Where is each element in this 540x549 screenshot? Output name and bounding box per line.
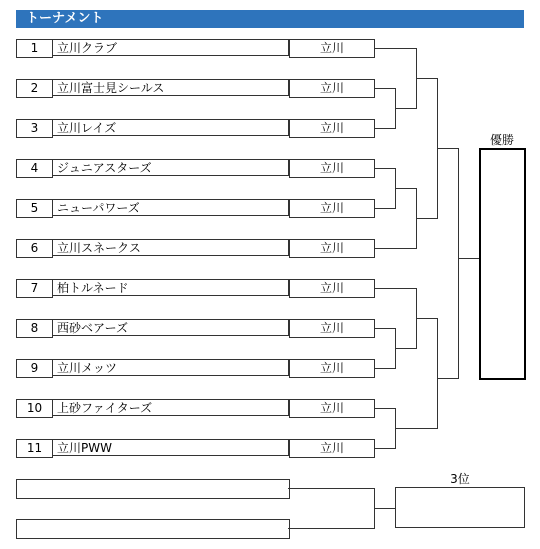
bracket-line [437, 318, 458, 429]
bracket-line [288, 488, 395, 529]
team-number: 6 [16, 239, 53, 258]
bracket-line [374, 88, 416, 129]
team-area: 立川 [289, 79, 375, 98]
team-number: 7 [16, 279, 53, 298]
bracket-line [374, 188, 437, 249]
bracket-line [374, 328, 416, 369]
team-area: 立川 [289, 439, 375, 458]
team-area: 立川 [289, 279, 375, 298]
team-name: 立川レイズ [52, 119, 289, 136]
team-name: 立川PWW [52, 439, 289, 456]
team-number: 1 [16, 39, 53, 58]
team-area: 立川 [289, 399, 375, 418]
team-area: 立川 [289, 199, 375, 218]
team-name: 上砂ファイターズ [52, 399, 289, 416]
team-number: 8 [16, 319, 53, 338]
team-area: 立川 [289, 239, 375, 258]
bracket-line [374, 408, 437, 449]
team-name: 立川スネークス [52, 239, 289, 256]
team-number: 2 [16, 79, 53, 98]
bracket-line [437, 78, 458, 219]
team-area: 立川 [289, 359, 375, 378]
winner-label: 優勝 [489, 133, 514, 147]
team-area: 立川 [289, 319, 375, 338]
team-number: 5 [16, 199, 53, 218]
team-number: 9 [16, 359, 53, 378]
team-number: 4 [16, 159, 53, 178]
team-number: 10 [16, 399, 53, 418]
team-name: ジュニアスターズ [52, 159, 289, 176]
third-place-label: 3位 [450, 472, 470, 486]
team-area: 立川 [289, 119, 375, 138]
third-place-box [395, 487, 525, 528]
team-number: 3 [16, 119, 53, 138]
team-area: 立川 [289, 159, 375, 178]
team-name: 立川富士見シールス [52, 79, 289, 96]
team-name: 西砂ベアーズ [52, 319, 289, 336]
bracket-line [374, 288, 437, 349]
team-number: 11 [16, 439, 53, 458]
team-name: 立川クラブ [52, 39, 289, 56]
winner-box [479, 148, 526, 380]
team-name: 柏トルネード [52, 279, 289, 296]
bracket-line [374, 48, 437, 109]
page-title: トーナメント [26, 11, 104, 26]
team-name: 立川メッツ [52, 359, 289, 376]
team-area: 立川 [289, 39, 375, 58]
team-name: ニューパワーズ [52, 199, 289, 216]
bracket-line [458, 148, 479, 379]
bracket-line [374, 168, 416, 209]
